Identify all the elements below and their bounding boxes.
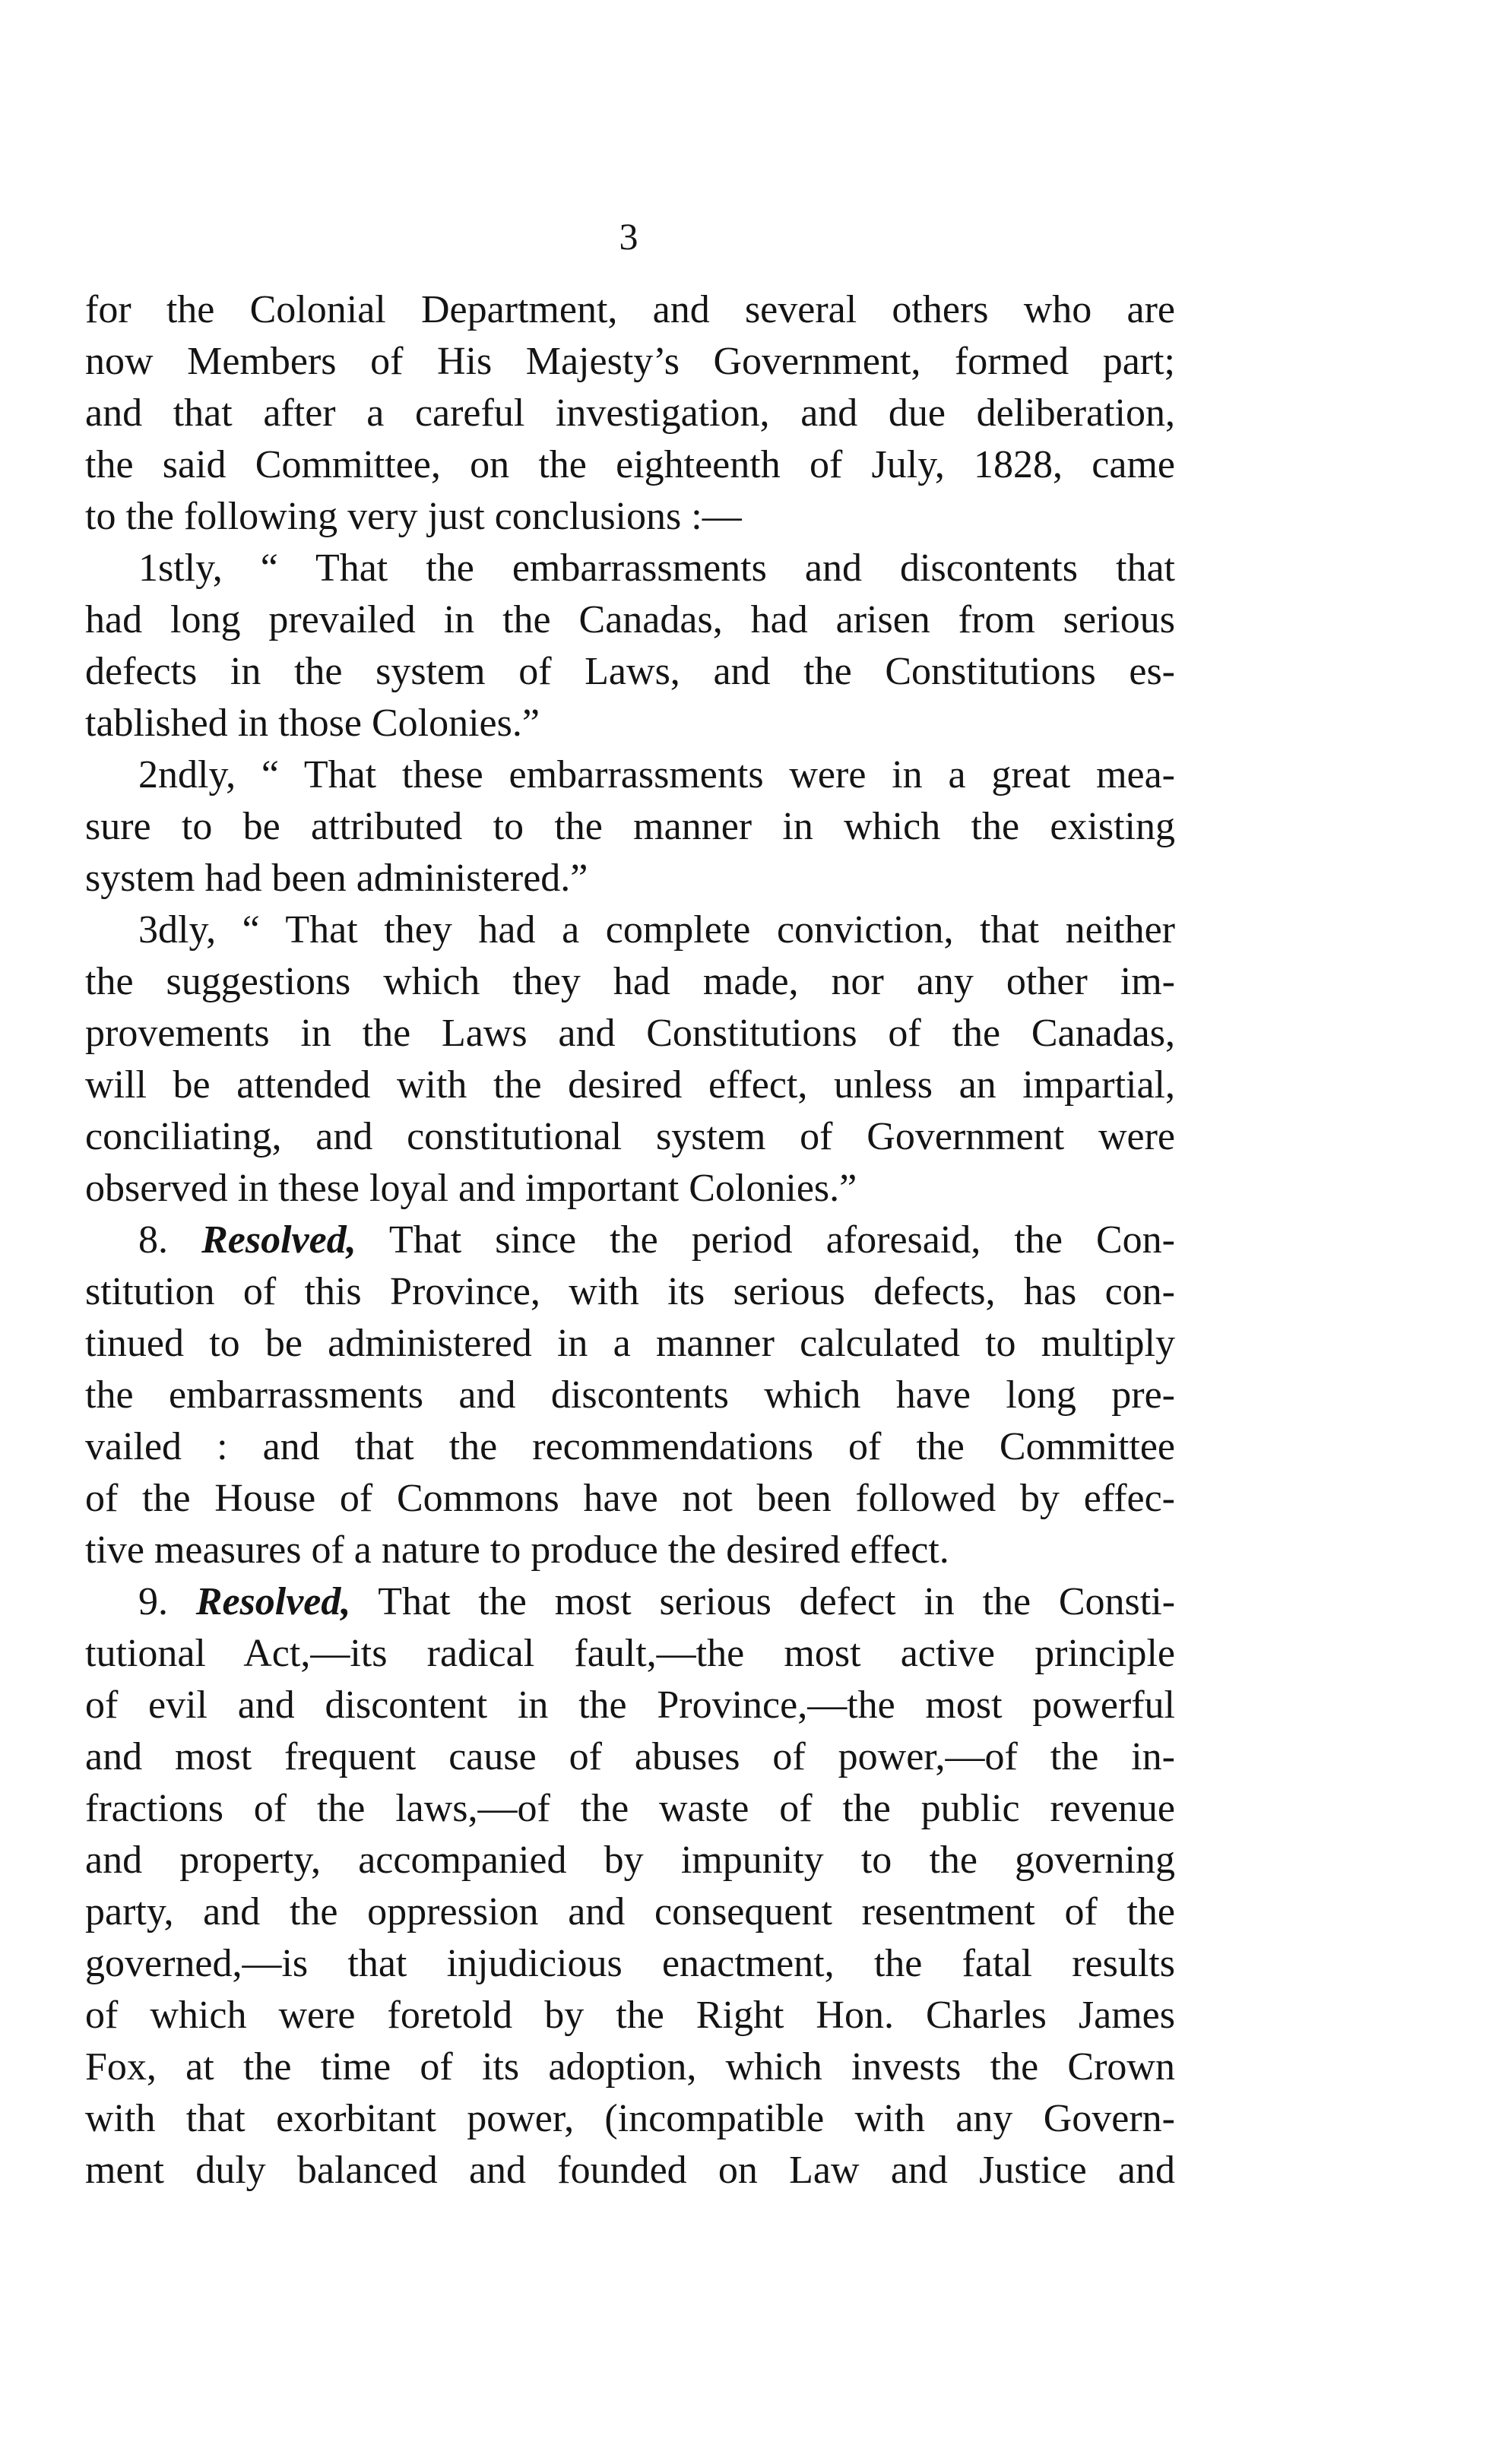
resolution-number: 9.: [138, 1580, 196, 1623]
resolved-emphasis: Resolved,: [201, 1218, 356, 1262]
text-line: and that after a careful investigation, and due deliberation,: [85, 391, 1175, 435]
text-line: tive measures of a nature to produce the desired effect.: [85, 1528, 949, 1572]
conclusion-2-line: 2ndly, “ That these embarrassments were in a great mea-: [138, 753, 1175, 797]
text-line: party, and the oppression and consequent resentment of the: [85, 1890, 1175, 1934]
text-line: of the House of Commons have not been followed by effec-: [85, 1477, 1175, 1520]
text-line: of evil and discontent in the Province,—the most powerful: [85, 1683, 1175, 1727]
text-line: and property, accompanied by impunity to the governing: [85, 1838, 1175, 1882]
text-line: tutional Act,—its radical fault,—the most active principle: [85, 1632, 1175, 1675]
text-line: defects in the system of Laws, and the Constitutions es-: [85, 650, 1175, 693]
text-line: ment duly balanced and founded on Law and Justice and: [85, 2149, 1175, 2192]
text-line: and most frequent cause of abuses of power,—of the in-: [85, 1735, 1175, 1778]
text-line: vailed : and that the recommendations of the Committee: [85, 1425, 1175, 1468]
text-line: the suggestions which they had made, nor any other im-: [85, 960, 1175, 1003]
page-number: 3: [619, 215, 638, 258]
text-line: stitution of this Province, with its serious defects, has con-: [85, 1270, 1175, 1313]
text-line: tinued to be administered in a manner calculated to multiply: [85, 1322, 1175, 1365]
resolved-emphasis: Resolved,: [195, 1580, 351, 1623]
text-line: provements in the Laws and Constitutions of the Canadas,: [85, 1012, 1175, 1055]
resolution-text: That since the period aforesaid, the Con-: [356, 1218, 1175, 1262]
text-line: the embarrassments and discontents which have long pre-: [85, 1373, 1175, 1417]
text-line: tablished in those Colonies.”: [85, 702, 540, 745]
text-line: to the following very just conclusions :—: [85, 495, 742, 538]
conclusion-1-line: 1stly, “ That the embarrassments and discontents that: [138, 546, 1175, 590]
page-body: [85, 284, 1175, 2196]
text-line: for the Colonial Department, and several others who are: [85, 288, 1175, 331]
resolution-9-line: [85, 1576, 1175, 1628]
text-line: governed,—is that injudicious enactment, the fatal results: [85, 1942, 1175, 1985]
text-line: Fox, at the time of its adoption, which invests the Crown: [85, 2045, 1175, 2089]
text-line: the said Committee, on the eighteenth of July, 1828, came: [85, 443, 1175, 486]
text-line: fractions of the laws,—of the waste of the public revenue: [85, 1787, 1175, 1830]
text-line: observed in these loyal and important Colonies.”: [85, 1167, 857, 1210]
text-line: system had been administered.”: [85, 857, 588, 900]
text-line: with that exorbitant power, (incompatible with any Govern-: [85, 2097, 1175, 2140]
text-line: conciliating, and constitutional system of Government were: [85, 1115, 1175, 1158]
resolution-number: 8.: [138, 1218, 202, 1262]
resolution-text: That the most serious defect in the Consti-: [350, 1580, 1176, 1623]
text-line: had long prevailed in the Canadas, had arisen from serious: [85, 598, 1175, 641]
text-line: sure to be attributed to the manner in which the existing: [85, 805, 1175, 848]
text-line: now Members of His Majesty’s Government, formed part;: [85, 340, 1175, 383]
text-line: of which were foretold by the Right Hon. Charles James: [85, 1994, 1175, 2037]
resolution-8-line: [85, 1215, 1175, 1266]
text-line: will be attended with the desired effect, unless an impartial,: [85, 1063, 1175, 1107]
conclusion-3-line: 3dly, “ That they had a complete conviction, that neither: [138, 908, 1175, 952]
